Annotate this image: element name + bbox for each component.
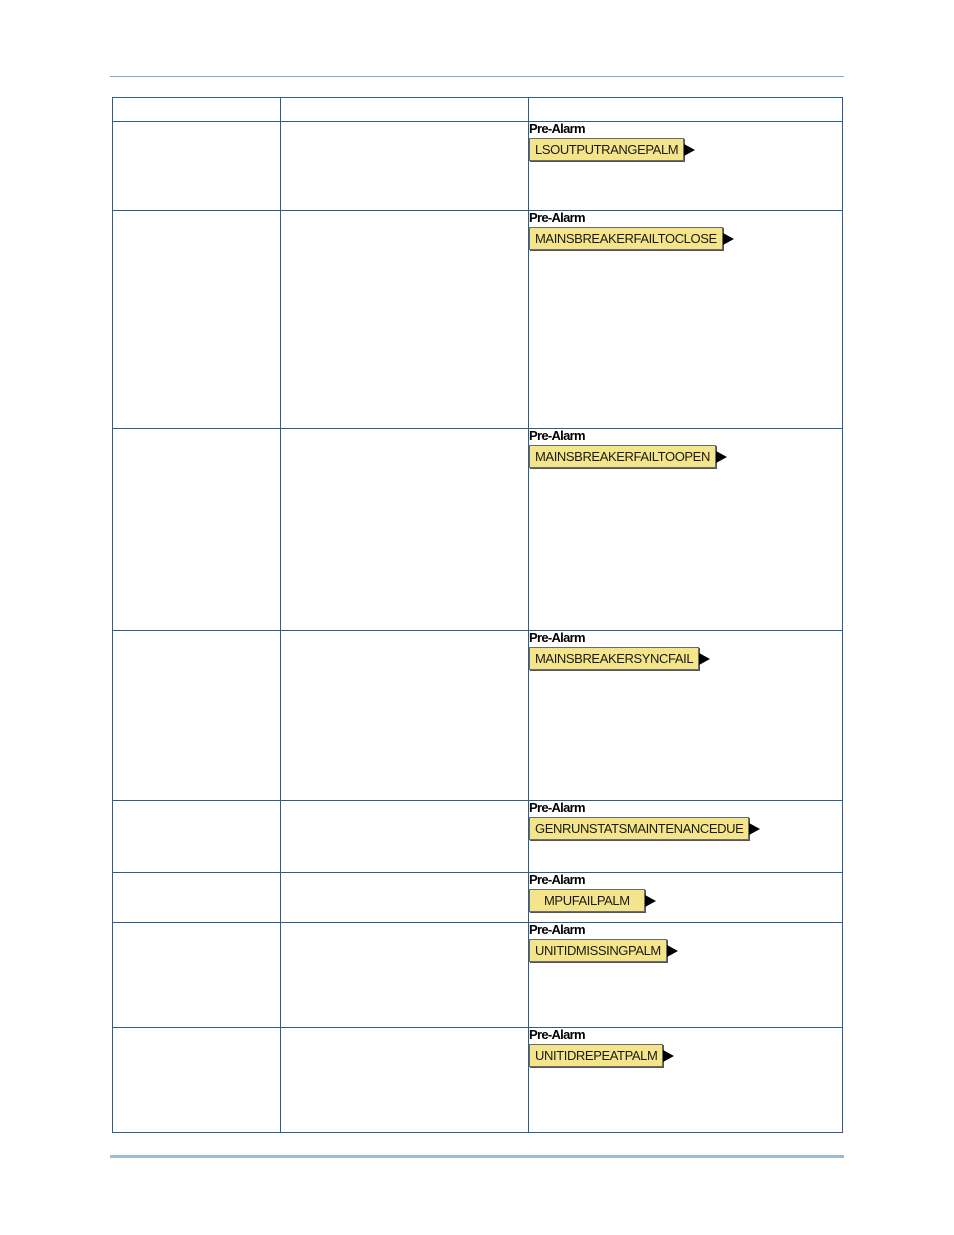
logic-block-name: LSOUTPUTRANGEPALM — [529, 138, 684, 161]
table-row — [113, 122, 843, 211]
output-arrow-icon — [723, 233, 734, 245]
output-arrow-icon — [667, 945, 678, 957]
name-cell — [113, 429, 281, 631]
footer-rule — [110, 1155, 844, 1158]
description-cell — [281, 429, 529, 631]
logic-block[interactable] — [529, 227, 734, 250]
output-arrow-icon — [663, 1050, 674, 1062]
header-cell-2 — [281, 98, 529, 122]
pre-alarm-label: Pre-Alarm — [529, 630, 585, 645]
pre-alarm-label: Pre-Alarm — [529, 121, 585, 136]
logic-block-name: MPUFAILPALM — [529, 889, 645, 912]
logic-element-cell — [529, 429, 843, 631]
output-arrow-icon — [684, 144, 695, 156]
logic-block-name: MAINSBREAKERFAILTOCLOSE — [529, 227, 723, 250]
table-row — [113, 429, 843, 631]
header-rule — [110, 76, 844, 77]
name-cell — [113, 873, 281, 923]
description-cell — [281, 122, 529, 211]
logic-element-cell — [529, 1028, 843, 1133]
logic-block-name: MAINSBREAKERFAILTOOPEN — [529, 445, 716, 468]
pre-alarm-label: Pre-Alarm — [529, 210, 585, 225]
logic-element-cell — [529, 873, 843, 923]
table-row — [113, 211, 843, 429]
table-row — [113, 1028, 843, 1133]
logic-block[interactable] — [529, 138, 695, 161]
description-cell — [281, 801, 529, 873]
logic-block[interactable] — [529, 1044, 674, 1067]
name-cell — [113, 801, 281, 873]
logic-element-cell — [529, 211, 843, 429]
logic-block-name: UNITIDMISSINGPALM — [529, 939, 667, 962]
name-cell — [113, 122, 281, 211]
table-row — [113, 923, 843, 1028]
output-arrow-icon — [716, 451, 727, 463]
pre-alarm-label: Pre-Alarm — [529, 428, 585, 443]
pre-alarm-label: Pre-Alarm — [529, 872, 585, 887]
header-cell-1 — [113, 98, 281, 122]
logic-block[interactable] — [529, 445, 727, 468]
logic-element-cell — [529, 122, 843, 211]
logic-block[interactable] — [529, 817, 760, 840]
logic-element-cell — [529, 923, 843, 1028]
name-cell — [113, 211, 281, 429]
pre-alarm-label: Pre-Alarm — [529, 922, 585, 937]
name-cell — [113, 631, 281, 801]
table-row — [113, 873, 843, 923]
pre-alarm-table — [112, 97, 843, 1133]
logic-block[interactable] — [529, 939, 678, 962]
table-row — [113, 801, 843, 873]
description-cell — [281, 211, 529, 429]
logic-block-name: UNITIDREPEATPALM — [529, 1044, 663, 1067]
logic-block-name: GENRUNSTATSMAINTENANCEDUE — [529, 817, 749, 840]
table-header-row — [113, 98, 843, 122]
description-cell — [281, 873, 529, 923]
pre-alarm-label: Pre-Alarm — [529, 1027, 585, 1042]
description-cell — [281, 923, 529, 1028]
logic-element-cell — [529, 631, 843, 801]
logic-block[interactable] — [529, 889, 656, 912]
header-cell-3 — [529, 98, 843, 122]
table-row — [113, 631, 843, 801]
output-arrow-icon — [749, 823, 760, 835]
logic-block-name: MAINSBREAKERSYNCFAIL — [529, 647, 699, 670]
description-cell — [281, 1028, 529, 1133]
description-cell — [281, 631, 529, 801]
name-cell — [113, 1028, 281, 1133]
output-arrow-icon — [699, 653, 710, 665]
output-arrow-icon — [645, 895, 656, 907]
logic-block[interactable] — [529, 647, 710, 670]
logic-element-cell — [529, 801, 843, 873]
name-cell — [113, 923, 281, 1028]
pre-alarm-label: Pre-Alarm — [529, 800, 585, 815]
